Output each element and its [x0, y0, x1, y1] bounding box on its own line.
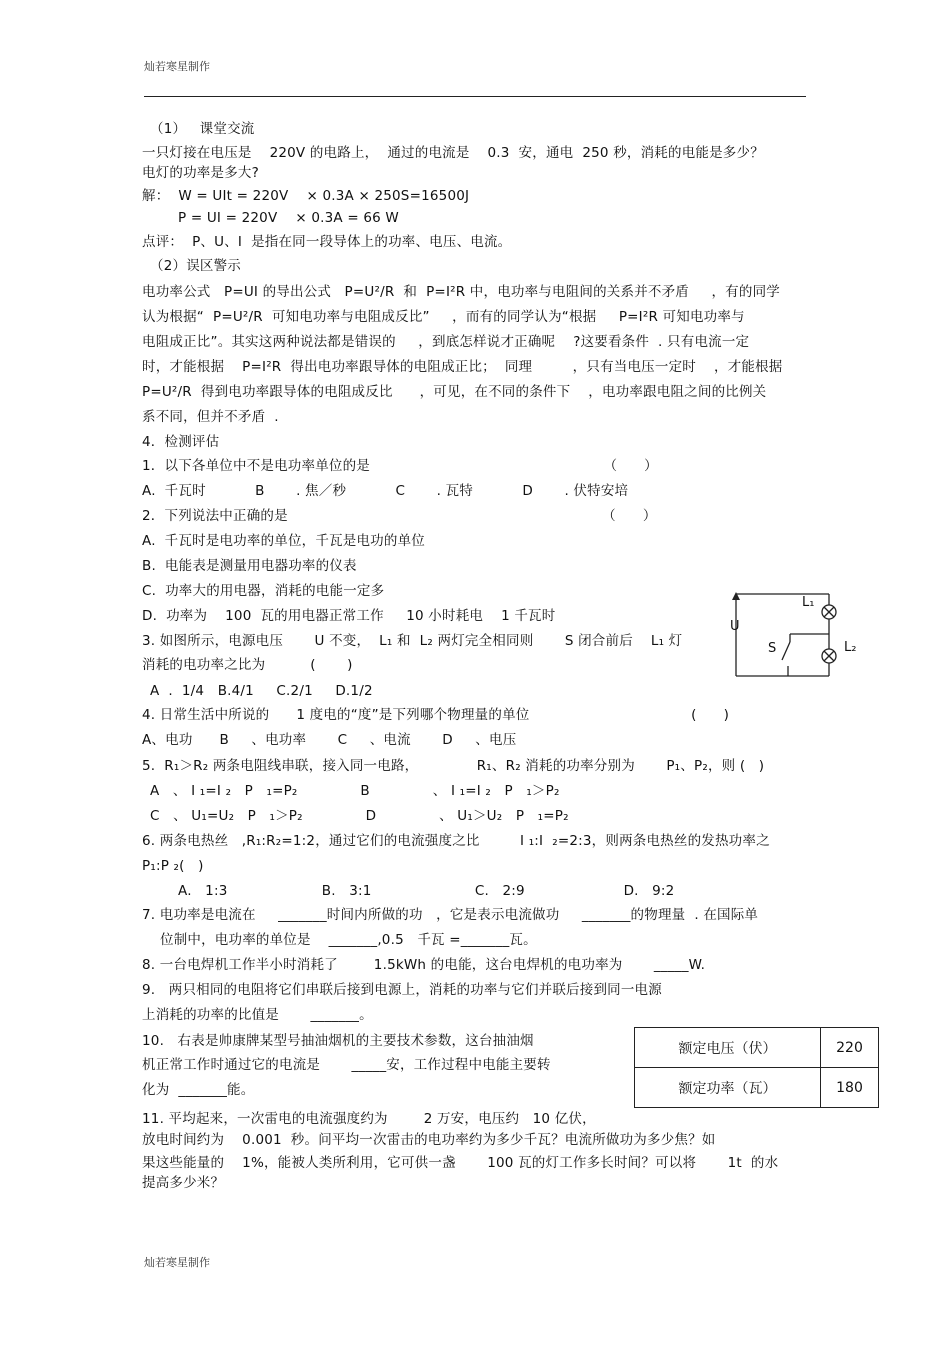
question-5: 5. R₁＞R₂ 两条电阻线串联，接入同一电路， R₁、R₂ 消耗的功率分别为 P₁、P₂，则 ( )	[142, 758, 765, 774]
text-line: 认为根据“ P=U²/R 可知电功率与电阻成反比” ，而有的同学认为“根据 P=I²R 可知电功率与	[142, 309, 745, 325]
question-4: 4. 日常生活中所说的 1 度电的“度”是下列哪个物理量的单位 ( )	[142, 707, 730, 723]
question-11: 11. 平均起来，一次雷电的电流强度约为 2 万安，电压约 10 亿伏，	[142, 1111, 596, 1127]
question-10: 化为 _______能。	[142, 1082, 255, 1098]
switch-icon	[782, 642, 790, 660]
comment-line: 点评： P、U、I 是指在同一段导体上的功率、电压、电流。	[142, 234, 512, 250]
text-line: 电阻成正比”。其实这两种说法都是错误的 ，到底怎样说才正确呢 ?这要看条件 . 只有电流一定	[142, 334, 750, 350]
text-line: 一只灯接在电压是 220V 的电路上， 通过的电流是 0.3 安，通电 250 秒，消耗的电能是多少？	[142, 145, 764, 161]
option-line: B. 电能表是测量用电器功率的仪表	[142, 558, 357, 574]
question-9: 上消耗的功率的比值是 _______。	[142, 1007, 373, 1023]
question-7: 位制中，电功率的单位是 _______,0.5 千瓦 =_______瓦。	[160, 932, 537, 948]
question-5-options: A 、 I ₁=I ₂ P ₁=P₂ B 、 I ₁=I ₂ P ₁＞P₂	[150, 783, 560, 799]
text-line: 电灯的功率是多大?	[142, 165, 259, 181]
text-line: P=U²/R 得到电功率跟导体的电阻成反比 ，可见，在不同的条件下 ，电功率跟电阻之间的比例关	[142, 384, 767, 400]
page-footer: 灿若寒星制作	[144, 1256, 210, 1269]
question-3: 消耗的电功率之比为 ( )	[142, 657, 353, 673]
option-line: C. 功率大的用电器，消耗的电能一定多	[142, 583, 385, 599]
u-label: U	[730, 619, 740, 634]
question-11: 提高多少米？	[142, 1175, 225, 1191]
text-line: 系不同，但并不矛盾 .	[142, 409, 279, 425]
question-2: 2．下列说法中正确的是 （ ）	[142, 508, 657, 524]
page-header: 灿若寒星制作	[144, 60, 210, 73]
question-1: 1．以下各单位中不是电功率单位的是 （ ）	[142, 458, 658, 474]
text-line: 电功率公式 P=UI 的导出公式 P=U²/R 和 P=I²R 中，电功率与电阻间的关系并不矛盾 ，有的同学	[142, 284, 780, 300]
text-line: 时，才能根据 P=I²R 得出电功率跟导体的电阻成正比； 同理 ，只有当电压一定时 ，才能根据	[142, 359, 783, 375]
question-4-options: A、电功 B 、电功率 C 、电流 D 、电压	[142, 732, 517, 748]
spec-label: 额定功率（瓦）	[635, 1068, 821, 1108]
spec-table	[634, 1027, 879, 1108]
question-7: 7. 电功率是电流在 _______时间内所做的功 ，它是表示电流做功 _______的物理量 . 在国际单	[142, 907, 759, 923]
circuit-diagram	[720, 588, 870, 684]
question-5-options: C 、 U₁=U₂ P ₁＞P₂ D 、 U₁＞U₂ P ₁=P₂	[150, 808, 569, 824]
question-9: 9. 两只相同的电阻将它们串联后接到电源上，消耗的功率与它们并联后接到同一电源	[142, 982, 662, 998]
s-label: S	[768, 641, 777, 656]
question-6: P₁:P ₂( )	[142, 858, 204, 874]
section-heading: 4．检测评估	[142, 434, 220, 450]
question-8: 8. 一台电焊机工作半小时消耗了 1.5kWh 的电能，这台电焊机的电功率为 _____W.	[142, 957, 706, 973]
spec-value: 180	[821, 1068, 879, 1108]
question-3: 3. 如图所示，电源电压 U 不变， L₁ 和 L₂ 两灯完全相同则 S 闭合前后 L₁ 灯	[142, 633, 683, 649]
option-line: D. 功率为 100 瓦的用电器正常工作 10 小时耗电 1 千瓦时	[142, 608, 556, 624]
solution-line: P = UI = 220V × 0.3A = 66 W	[178, 210, 399, 226]
question-11: 放电时间约为 0.001 秒。问平均一次雷击的电功率约为多少千瓦？电流所做功为多少焦？如	[142, 1132, 716, 1148]
spec-label: 额定电压（伏）	[635, 1028, 821, 1068]
arrow-up-icon	[732, 592, 740, 600]
section-heading: （1） 课堂交流	[150, 121, 255, 137]
header-rule	[144, 96, 806, 97]
table-row	[635, 1068, 879, 1108]
table-row	[635, 1028, 879, 1068]
question-6-options: A. 1:3 B. 3:1 C. 2:9 D. 9:2	[178, 883, 675, 899]
spec-value: 220	[821, 1028, 879, 1068]
solution-line: 解： W = UIt = 220V × 0.3A × 250S=16500J	[142, 188, 470, 204]
section-heading: （2）误区警示	[150, 258, 241, 274]
question-10: 10. 右表是帅康牌某型号抽油烟机的主要技术参数，这台抽油烟	[142, 1033, 534, 1049]
l1-label: L₁	[802, 595, 815, 610]
question-3-options: A . 1/4 B.4/1 C.2/1 D.1/2	[150, 683, 373, 699]
question-10: 机正常工作时通过它的电流是 _____安，工作过程中电能主要转	[142, 1057, 551, 1073]
l2-label: L₂	[844, 640, 857, 655]
question-6: 6. 两条电热丝 ,R₁:R₂=1:2，通过它们的电流强度之比 I ₁:I ₂=2:3，则两条电热丝的发热功率之	[142, 833, 770, 849]
option-line: A. 千瓦时是电功率的单位，千瓦是电功的单位	[142, 533, 425, 549]
question-1-options: A. 千瓦时 B . 焦／秒 C . 瓦特 D . 伏特安培	[142, 483, 629, 499]
question-11: 果这些能量的 1%，能被人类所利用，它可供一盏 100 瓦的灯工作多长时间？可以将 1t 的水	[142, 1155, 779, 1171]
